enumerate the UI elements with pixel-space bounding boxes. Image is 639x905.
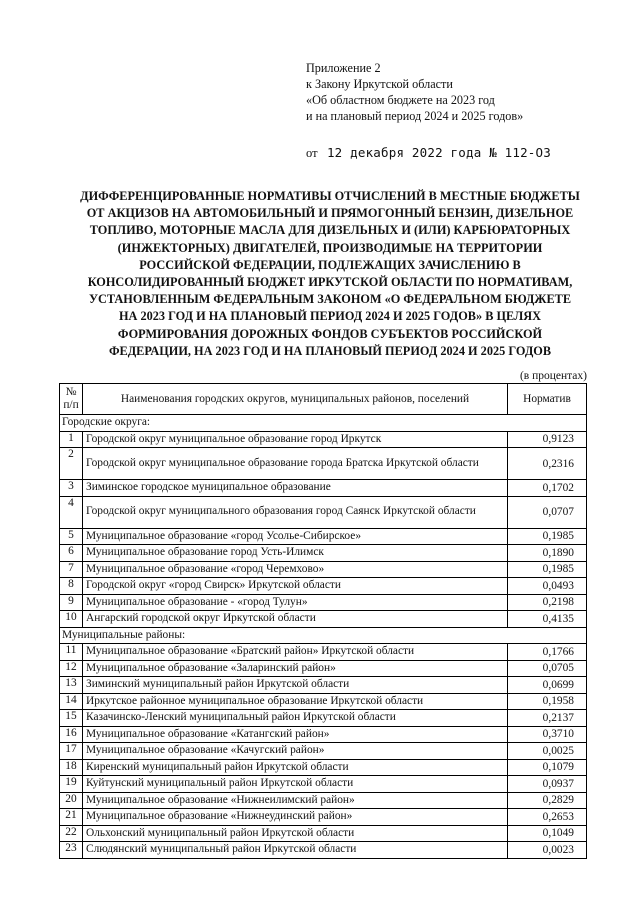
table-row [60, 611, 587, 628]
appendix-line: «Об областном бюджете на 2023 год [306, 93, 495, 107]
table-row [60, 743, 587, 760]
table-row [60, 431, 587, 448]
row-number: 4 [60, 496, 83, 528]
row-number: 13 [60, 677, 83, 694]
row-name: Муниципальное образование «Катангский район» [83, 726, 508, 743]
table-row [60, 842, 587, 859]
header-number-pp: п/п [63, 399, 79, 411]
row-norm: 0,2653 [508, 809, 587, 826]
row-norm: 0,9123 [508, 431, 587, 448]
appendix-line: Приложение 2 [306, 61, 381, 75]
row-name: Муниципальное образование «город Усолье-Сибирское» [83, 528, 508, 545]
row-name: Ангарский городской округ Иркутской области [83, 611, 508, 628]
row-number: 20 [60, 792, 83, 809]
row-number: 19 [60, 776, 83, 793]
title-line: КОНСОЛИДИРОВАННЫЙ БЮДЖЕТ ИРКУТСКОЙ ОБЛАСТИ ПО НОРМАТИВАМ, [87, 275, 573, 290]
table-row [60, 759, 587, 776]
table-row [60, 594, 587, 611]
row-name: Зиминский муниципальный район Иркутской области [83, 677, 508, 694]
table-row [60, 545, 587, 562]
row-number: 11 [60, 644, 83, 661]
row-norm: 0,1049 [508, 825, 587, 842]
row-norm: 0,2198 [508, 594, 587, 611]
row-name: Зиминское городское муниципальное образование [83, 480, 508, 497]
table-row [60, 693, 587, 710]
row-name: Ольхонский муниципальный район Иркутской области [83, 825, 508, 842]
row-number: 6 [60, 545, 83, 562]
row-number: 10 [60, 611, 83, 628]
row-name: Муниципальное образование - «город Тулун» [83, 594, 508, 611]
row-name: Муниципальное образование «Нижнеилимский район» [83, 792, 508, 809]
row-number: 18 [60, 759, 83, 776]
row-norm: 0,0023 [508, 842, 587, 859]
header-norm: Норматив [508, 384, 587, 415]
row-norm: 0,3710 [508, 726, 587, 743]
row-name: Городской округ «город Свирск» Иркутской области [83, 578, 508, 595]
row-norm: 0,0699 [508, 677, 587, 694]
section-label: Городские округа: [60, 415, 587, 432]
row-number: 17 [60, 743, 83, 760]
norms-table [59, 383, 587, 859]
table-row [60, 792, 587, 809]
table-row [60, 677, 587, 694]
row-number: 14 [60, 693, 83, 710]
table-row [60, 726, 587, 743]
row-name: Городской округ муниципальное образование города Братска Иркутской области [83, 448, 508, 480]
table-row [60, 825, 587, 842]
row-norm: 0,1079 [508, 759, 587, 776]
table-row [60, 710, 587, 727]
row-norm: 0,1766 [508, 644, 587, 661]
table-row [60, 578, 587, 595]
section-label: Муниципальные районы: [60, 627, 587, 644]
row-norm: 0,0025 [508, 743, 587, 760]
appendix-line: и на плановый период 2024 и 2025 годов» [306, 109, 524, 123]
table-body [60, 415, 587, 859]
row-name: Киренский муниципальный район Иркутской области [83, 759, 508, 776]
row-name: Городской округ муниципального образования город Саянск Иркутской области [83, 496, 508, 528]
row-number: 15 [60, 710, 83, 727]
title-line: УСТАНОВЛЕННЫМ ФЕДЕРАЛЬНЫМ ЗАКОНОМ «О ФЕДЕРАЛЬНОМ БЮДЖЕТЕ [88, 292, 572, 307]
table-row [60, 480, 587, 497]
table-row [60, 528, 587, 545]
title-line: (ИНЖЕКТОРНЫХ) ДВИГАТЕЛЕЙ, ПРОИЗВОДИМЫЕ НА ТЕРРИТОРИИ [117, 240, 543, 255]
table-row [60, 561, 587, 578]
row-name: Муниципальное образование «город Черемхово» [83, 561, 508, 578]
row-norm: 0,1985 [508, 561, 587, 578]
row-name: Слюдянский муниципальный район Иркутской области [83, 842, 508, 859]
title-line: ДИФФЕРЕНЦИРОВАННЫЕ НОРМАТИВЫ ОТЧИСЛЕНИЙ В МЕСТНЫЕ БЮДЖЕТЫ [80, 189, 580, 203]
row-norm: 0,2316 [508, 448, 587, 480]
row-name: Городской округ муниципальное образование город Иркутск [83, 431, 508, 448]
row-number: 5 [60, 528, 83, 545]
row-number: 2 [60, 448, 83, 480]
row-norm: 0,1890 [508, 545, 587, 562]
row-name: Куйтунский муниципальный район Иркутской области [83, 776, 508, 793]
row-norm: 0,2829 [508, 792, 587, 809]
title-line: РОССИЙСКОЙ ФЕДЕРАЦИИ, ПОДЛЕЖАЩИХ ЗАЧИСЛЕНИЮ В [139, 257, 521, 272]
law-date-line [306, 145, 551, 161]
row-name: Муниципальное образование «Братский район» Иркутской области [83, 644, 508, 661]
row-number: 22 [60, 825, 83, 842]
section-row [60, 627, 587, 644]
title-line: НА 2023 ГОД И НА ПЛАНОВЫЙ ПЕРИОД 2024 И 2025 ГОДОВ» В ЦЕЛЯХ [118, 309, 542, 324]
row-name: Муниципальное образование «Качугский район» [83, 743, 508, 760]
row-norm: 0,0937 [508, 776, 587, 793]
row-number: 12 [60, 660, 83, 677]
row-name: Муниципальное образование город Усть-Илимск [83, 545, 508, 562]
row-number: 7 [60, 561, 83, 578]
row-norm: 0,1958 [508, 693, 587, 710]
header-name: Наименования городских округов, муниципальных районов, поселений [83, 384, 508, 415]
row-norm: 0,1985 [508, 528, 587, 545]
row-norm: 0,0707 [508, 496, 587, 528]
row-number: 16 [60, 726, 83, 743]
law-date-number: 12 декабря 2022 года № 112-ОЗ [326, 145, 551, 160]
row-name: Муниципальное образование «Заларинский район» [83, 660, 508, 677]
date-prefix: от [306, 146, 318, 160]
table-row [60, 644, 587, 661]
table-row [60, 776, 587, 793]
row-norm: 0,4135 [508, 611, 587, 628]
row-norm: 0,1702 [508, 480, 587, 497]
row-number: 23 [60, 842, 83, 859]
title-line: ТОПЛИВО, МОТОРНЫЕ МАСЛА ДЛЯ ДИЗЕЛЬНЫХ И (ИЛИ) КАРБЮРАТОРНЫХ [89, 223, 571, 238]
row-norm: 0,2137 [508, 710, 587, 727]
table-row [60, 448, 587, 480]
row-norm: 0,0705 [508, 660, 587, 677]
table-row [60, 660, 587, 677]
row-name: Иркутское районное муниципальное образование Иркутской области [83, 693, 508, 710]
row-name: Казачинско-Ленский муниципальный район Иркутской области [83, 710, 508, 727]
row-norm: 0,0493 [508, 578, 587, 595]
row-number: 1 [60, 431, 83, 448]
title-line: ОТ АКЦИЗОВ НА АВТОМОБИЛЬНЫЙ И ПРЯМОГОННЫЙ БЕНЗИН, ДИЗЕЛЬНОЕ [86, 206, 574, 221]
document-title [40, 188, 620, 360]
row-number: 3 [60, 480, 83, 497]
title-line: ФЕДЕРАЦИИ, НА 2023 ГОД И НА ПЛАНОВЫЙ ПЕРИОД 2024 И 2025 ГОДОВ [108, 343, 552, 358]
title-line: ФОРМИРОВАНИЯ ДОРОЖНЫХ ФОНДОВ СУБЪЕКТОВ РОССИЙСКОЙ [117, 326, 543, 341]
row-number: 9 [60, 594, 83, 611]
table-header-row [60, 384, 587, 415]
appendix-line: к Закону Иркутской области [306, 77, 453, 91]
header-number-sign: № [65, 386, 77, 398]
row-number: 21 [60, 809, 83, 826]
section-row [60, 415, 587, 432]
table-row [60, 496, 587, 528]
table-row [60, 809, 587, 826]
row-name: Муниципальное образование «Нижнеудинский район» [83, 809, 508, 826]
appendix-heading [306, 60, 523, 124]
header-number [60, 384, 83, 415]
row-number: 8 [60, 578, 83, 595]
unit-note: (в процентах) [519, 370, 587, 382]
